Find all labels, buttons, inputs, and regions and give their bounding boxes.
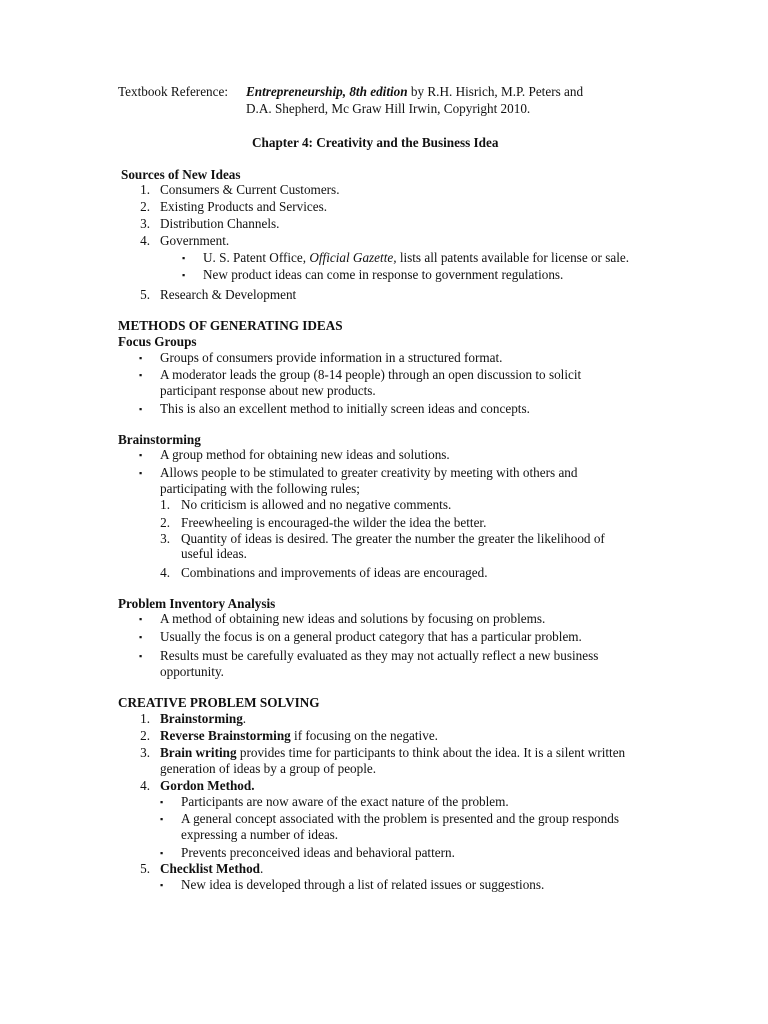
gordon-bullet-3: Prevents preconceived ideas and behavioral pattern.	[181, 845, 455, 860]
problem-inventory-bullet-2: Usually the focus is on a general product category that has a particular problem.	[160, 629, 582, 644]
gordon-bullet-2-cont: expressing a number of ideas.	[181, 827, 339, 842]
bullet-icon: ▪	[160, 814, 164, 824]
official-gazette: Official Gazette,	[309, 250, 397, 265]
bullet-icon: ▪	[160, 848, 164, 858]
brainstorming-rule-3-cont: useful ideas.	[181, 546, 247, 561]
problem-inventory-bullet-3: Results must be carefully evaluated as they may not actually reflect a new business	[160, 648, 599, 663]
brainstorming-bullet-2-cont: participating with the following rules;	[160, 481, 360, 496]
brainstorming-rule-3: Quantity of ideas is desired. The greater the number the greater the likelihood of	[181, 531, 605, 546]
focus-groups-bullet-2-cont: participant response about new products.	[160, 383, 376, 398]
reference-line-1	[246, 84, 583, 100]
government-bullet-2: New product ideas can come in response to government regulations.	[203, 267, 564, 282]
creative-item-2: Reverse Brainstorming if focusing on the negative.	[160, 728, 438, 743]
bullet-icon: ▪	[139, 370, 143, 380]
sources-heading: Sources of New Ideas	[121, 167, 241, 182]
source-item-4: Government.	[160, 233, 230, 248]
source-item-3: Distribution Channels.	[160, 216, 280, 231]
bullet-icon: ▪	[139, 651, 143, 661]
list-number: 5.	[140, 287, 150, 302]
focus-groups-bullet-3: This is also an excellent method to initially screen ideas and concepts.	[160, 401, 530, 416]
list-number: 3.	[160, 531, 170, 546]
list-number: 4.	[140, 778, 150, 793]
list-number: 1.	[140, 182, 150, 197]
problem-inventory-bullet-3-cont: opportunity.	[160, 664, 224, 679]
brainstorming-rule-1: No criticism is allowed and no negative comments.	[181, 497, 452, 512]
reference-authors: by R.H. Hisrich, M.P. Peters and	[407, 84, 584, 99]
bullet-icon: ▪	[182, 253, 186, 263]
problem-inventory-bullet-1: A method of obtaining new ideas and solutions by focusing on problems.	[160, 611, 546, 626]
list-number: 5.	[140, 861, 150, 876]
bullet-icon: ▪	[139, 450, 143, 460]
gordon-bullet-2: A general concept associated with the problem is presented and the group responds	[181, 811, 619, 826]
source-item-5: Research & Development	[160, 287, 297, 302]
creative-item-3: Brain writing provides time for participants to think about the idea. It is a silent written	[160, 745, 626, 760]
list-number: 2.	[160, 515, 170, 530]
focus-groups-heading: Focus Groups	[118, 334, 197, 349]
gordon-bullet-1: Participants are now aware of the exact nature of the problem.	[181, 794, 509, 809]
brainstorming-bullet-2: Allows people to be stimulated to greater creativity by meeting with others and	[160, 465, 578, 480]
list-number: 1.	[160, 497, 170, 512]
source-item-1: Consumers & Current Customers.	[160, 182, 340, 197]
list-number: 2.	[140, 728, 150, 743]
creative-item-3-cont: generation of ideas by a group of people.	[160, 761, 377, 776]
methods-heading: METHODS OF GENERATING IDEAS	[118, 318, 343, 333]
reference-label: Textbook Reference:	[118, 84, 229, 99]
bullet-icon: ▪	[160, 880, 164, 890]
brainstorming-rule-4: Combinations and improvements of ideas are encouraged.	[181, 565, 488, 580]
focus-groups-bullet-1: Groups of consumers provide information in a structured format.	[160, 350, 503, 365]
bullet-icon: ▪	[160, 797, 164, 807]
brainstorming-heading: Brainstorming	[118, 432, 201, 447]
source-item-2: Existing Products and Services.	[160, 199, 328, 214]
creative-item-5: Checklist Method.	[160, 861, 264, 876]
government-bullet-1: U. S. Patent Office, Official Gazette, lists all patents available for license or sale.	[203, 250, 630, 265]
brainstorming-bullet-1: A group method for obtaining new ideas and solutions.	[160, 447, 450, 462]
bullet-icon: ▪	[139, 404, 143, 414]
creative-heading: CREATIVE PROBLEM SOLVING	[118, 695, 320, 710]
list-number: 1.	[140, 711, 150, 726]
list-number: 3.	[140, 216, 150, 231]
list-number: 2.	[140, 199, 150, 214]
reference-line-2: D.A. Shepherd, Mc Graw Hill Irwin, Copyright 2010.	[246, 101, 531, 116]
creative-item-1: Brainstorming.	[160, 711, 247, 726]
focus-groups-bullet-2: A moderator leads the group (8-14 people) through an open discussion to solicit	[160, 367, 582, 382]
list-number: 3.	[140, 745, 150, 760]
problem-inventory-heading: Problem Inventory Analysis	[118, 596, 276, 611]
bullet-icon: ▪	[139, 614, 143, 624]
checklist-bullet-1: New idea is developed through a list of related issues or suggestions.	[181, 877, 545, 892]
bullet-icon: ▪	[182, 270, 186, 280]
chapter-title: Chapter 4: Creativity and the Business Idea	[252, 135, 499, 150]
bullet-icon: ▪	[139, 468, 143, 478]
book-title: Entrepreneurship, 8th edition	[246, 84, 408, 99]
bullet-icon: ▪	[139, 632, 143, 642]
bullet-icon: ▪	[139, 353, 143, 363]
brainstorming-rule-2: Freewheeling is encouraged-the wilder the idea the better.	[181, 515, 487, 530]
creative-item-4: Gordon Method.	[160, 778, 255, 793]
list-number: 4.	[140, 233, 150, 248]
list-number: 4.	[160, 565, 170, 580]
